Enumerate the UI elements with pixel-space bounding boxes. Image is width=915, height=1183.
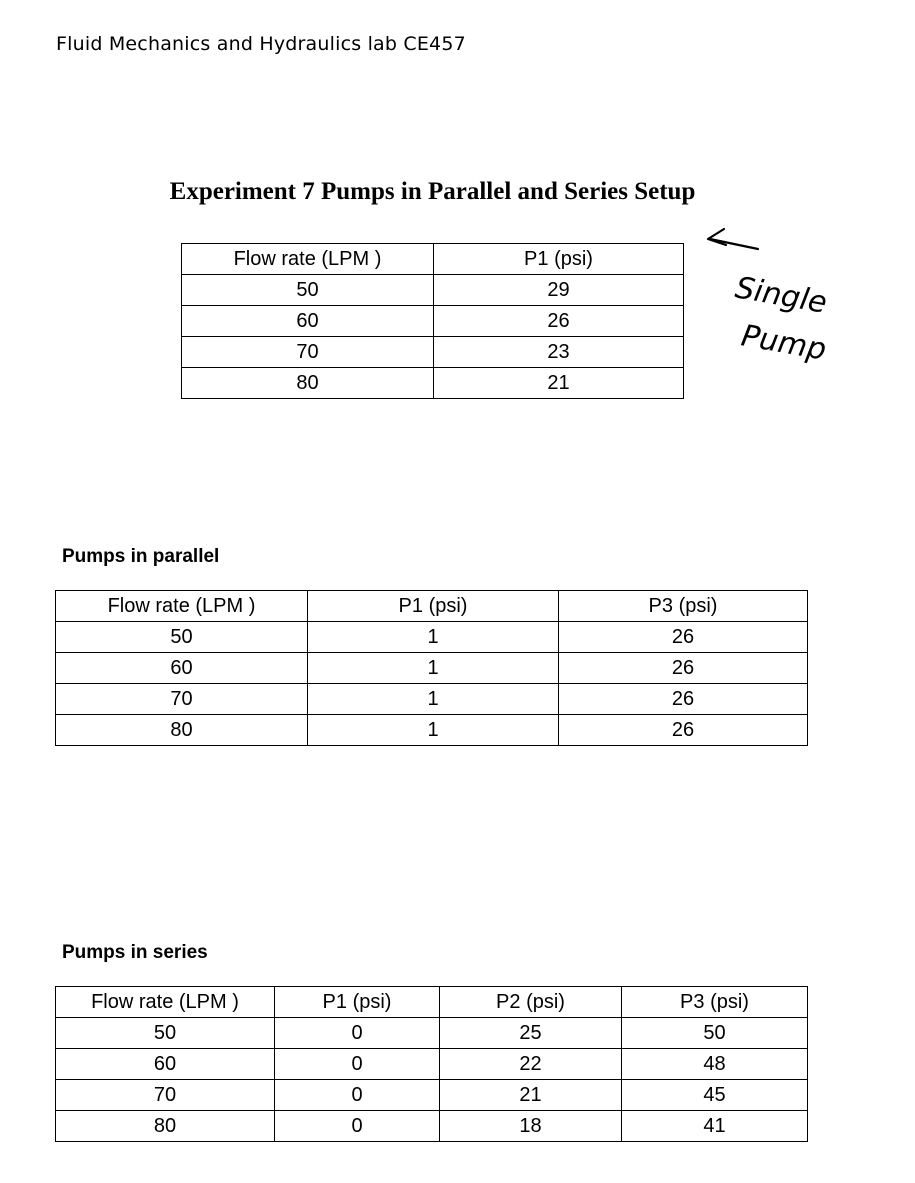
parallel-section-label: Pumps in parallel <box>62 546 220 567</box>
table-cell: 70 <box>56 1080 275 1111</box>
table-cell: 1 <box>308 684 559 715</box>
annotation-line-2: Pump <box>738 318 829 368</box>
table-cell: 60 <box>56 653 308 684</box>
table-row <box>56 653 808 684</box>
parallel-pumps-table <box>55 590 808 746</box>
header-cell: Flow rate (LPM ) <box>56 987 275 1018</box>
header-cell: Flow rate (LPM ) <box>182 244 434 275</box>
table-row <box>182 275 684 306</box>
header-cell: P1 (psi) <box>308 591 559 622</box>
table-cell: 0 <box>275 1049 440 1080</box>
table-row <box>182 306 684 337</box>
table-row <box>56 622 808 653</box>
table-header-row <box>56 591 808 622</box>
table-row <box>56 1111 808 1142</box>
table-cell: 45 <box>622 1080 808 1111</box>
table-cell: 60 <box>56 1049 275 1080</box>
arrow-icon <box>708 229 758 249</box>
series-pumps-table <box>55 986 808 1142</box>
table-cell: 25 <box>440 1018 622 1049</box>
table-cell: 26 <box>559 622 808 653</box>
table-cell: 18 <box>440 1111 622 1142</box>
table-cell: 50 <box>56 1018 275 1049</box>
page-title: Experiment 7 Pumps in Parallel and Series Setup <box>169 178 696 205</box>
table-cell: 50 <box>622 1018 808 1049</box>
table-row <box>182 368 684 399</box>
header-cell: P3 (psi) <box>559 591 808 622</box>
table-cell: 26 <box>559 684 808 715</box>
header-cell: P1 (psi) <box>434 244 684 275</box>
single-pump-table <box>181 243 684 399</box>
table-row <box>56 1080 808 1111</box>
table-row <box>56 715 808 746</box>
table-cell: 26 <box>434 306 684 337</box>
table-cell: 29 <box>434 275 684 306</box>
table-cell: 60 <box>182 306 434 337</box>
table-row <box>56 1018 808 1049</box>
table-cell: 70 <box>182 337 434 368</box>
table-cell: 22 <box>440 1049 622 1080</box>
table-row <box>182 337 684 368</box>
table-cell: 0 <box>275 1111 440 1142</box>
header-cell: Flow rate (LPM ) <box>56 591 308 622</box>
header-cell: P2 (psi) <box>440 987 622 1018</box>
table-cell: 26 <box>559 715 808 746</box>
table-cell: 1 <box>308 653 559 684</box>
header-cell: P3 (psi) <box>622 987 808 1018</box>
table-cell: 41 <box>622 1111 808 1142</box>
annotation-line-1: Single <box>732 270 830 321</box>
table-cell: 0 <box>275 1018 440 1049</box>
table-cell: 80 <box>182 368 434 399</box>
table-header-row <box>56 987 808 1018</box>
table-cell: 21 <box>440 1080 622 1111</box>
table-cell: 21 <box>434 368 684 399</box>
course-header: Fluid Mechanics and Hydraulics lab CE457 <box>56 33 466 55</box>
series-section-label: Pumps in series <box>62 942 208 963</box>
table-cell: 1 <box>308 715 559 746</box>
table-cell: 70 <box>56 684 308 715</box>
table-cell: 48 <box>622 1049 808 1080</box>
table-row <box>56 684 808 715</box>
table-cell: 80 <box>56 715 308 746</box>
table-cell: 23 <box>434 337 684 368</box>
header-cell: P1 (psi) <box>275 987 440 1018</box>
table-cell: 50 <box>56 622 308 653</box>
handwritten-annotation <box>700 225 870 385</box>
table-header-row <box>182 244 684 275</box>
table-cell: 1 <box>308 622 559 653</box>
table-row <box>56 1049 808 1080</box>
table-cell: 0 <box>275 1080 440 1111</box>
table-cell: 50 <box>182 275 434 306</box>
table-cell: 80 <box>56 1111 275 1142</box>
table-cell: 26 <box>559 653 808 684</box>
